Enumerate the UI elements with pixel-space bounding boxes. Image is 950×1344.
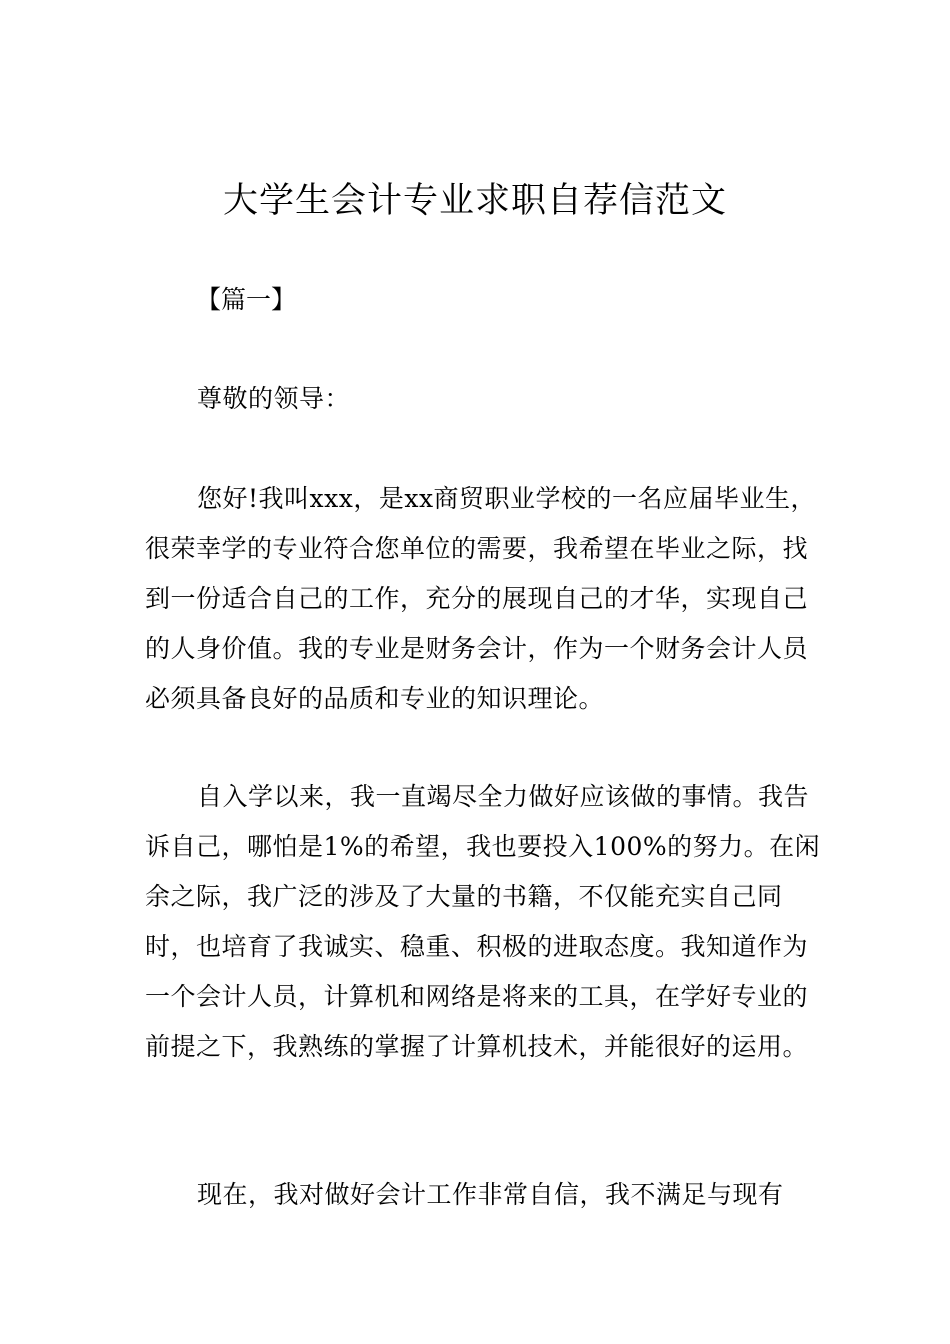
paragraph-2: 自入学以来，我一直竭尽全力做好应该做的事情。我告诉自己，哪怕是1%的希望，我也要投入100%的努力。在闲余之际，我广泛的涉及了大量的书籍，不仅能充实自己同时，也培育了我诚实、稳重、积极的进取态度。我知道作为一个会计人员，计算机和网络是将来的工具，在学好专业的前提之下，我熟练的掌握了计算机技术，并能很好的运用。 <box>145 782 821 1061</box>
section-label: 【篇一】 <box>196 285 297 314</box>
paragraph-3: 现在，我对做好会计工作非常自信，我不满足与现有 <box>197 1180 784 1209</box>
paragraph-1: 您好!我叫xxx，是xx商贸职业学校的一名应届毕业生，很荣幸学的专业符合您单位的需要，我希望在毕业之际，找到一份适合自己的工作，充分的展现自己的才华，实现自己的人身价值。我的专业是财务会计，作为一个财务会计人员必须具备良好的品质和专业的知识理论。 <box>145 484 817 713</box>
salutation: 尊敬的领导： <box>197 384 351 413</box>
document-title: 大学生会计专业求职自荐信范文 <box>222 181 727 221</box>
